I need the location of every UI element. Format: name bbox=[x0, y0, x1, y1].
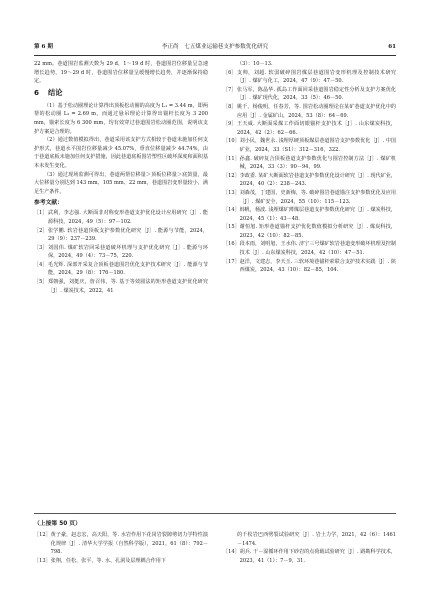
right-column bbox=[223, 60, 396, 275]
reference-item bbox=[223, 206, 396, 223]
reference-number: ［12］ bbox=[223, 172, 240, 179]
reference-number: ［11］ bbox=[223, 155, 240, 162]
section-divider bbox=[34, 513, 396, 514]
reference-item bbox=[34, 244, 208, 261]
reference-text: 韩帆，杨波. 浅埋煤矿薄煤层巷道支护参数优化研究［J］. 煤炭科技，2024，45（1）：43－48. bbox=[239, 207, 396, 222]
reference-item bbox=[223, 258, 396, 275]
reference-number: ［9］ bbox=[223, 121, 237, 128]
section-heading bbox=[34, 87, 208, 99]
reference-text: 王天威. 大断面采煤工作面切眼锚杆支护技术［J］. 山东煤炭科技，2024，42（2）：62－66. bbox=[237, 121, 396, 136]
reference-item bbox=[34, 261, 208, 278]
reference-number: ［13］ bbox=[223, 189, 240, 196]
reference-item bbox=[223, 172, 396, 189]
reference-number: ［8］ bbox=[223, 103, 237, 110]
bottom-right-column bbox=[223, 531, 396, 565]
reference-text: 毛光辉. 深部开采复合顶板巷道围岩优化支护技术研究［J］. 能源与节能，2024，29（8）：176－180. bbox=[48, 261, 208, 277]
running-title: 李正尚 七五煤业运输巷支护参数优化研究 bbox=[161, 44, 269, 50]
section-title: 结论 bbox=[48, 87, 63, 97]
reference-text: 武利，李志强. 大断面非对称变形巷道支护优化设计应用研究［J］. 能源科技，2024，49（5）：97－102. bbox=[48, 210, 208, 225]
reference-continuation-text: 的千枚岩巴西劈裂试验研究［J］. 岩土力学，2021，42（6）：1461－1474. bbox=[237, 532, 396, 547]
reference-continuation bbox=[223, 60, 396, 69]
reference-item bbox=[34, 227, 208, 244]
reference-number: ［14］ bbox=[223, 207, 240, 214]
header-rule bbox=[34, 55, 396, 56]
page-number: 61 bbox=[388, 44, 396, 50]
reference-number: ［13］ bbox=[34, 557, 51, 564]
reference-number: ［17］ bbox=[223, 258, 240, 265]
reference-text: 支帅，刘超. 软弱破碎围岩煤层巷道围岩变形机理及控制技术研究［J］. 煤矿与化工，2024，47（9）：47－50. bbox=[237, 69, 396, 85]
reference-number: ［1］ bbox=[34, 210, 48, 217]
reference-text: 张马军，陈晶华. 孤岛工作面回采巷道围岩稳定性分析及支护方案优化［J］. 煤矿现代化，2024，33（5）：46－50. bbox=[237, 86, 396, 102]
reference-text: 刘森茂，丁建国，史新梅，等. 破碎围岩巷道锚注支护参数优化及应用［J］. 煤矿安全，2024，55（10）：115－123. bbox=[239, 189, 396, 205]
reference-text: 刘小民，魏世永. 浅埋厚硬顶板煤层巷道围岩支护参数优化［J］. 中国矿业，2024，33（S1）：312－316，322. bbox=[239, 138, 396, 153]
conclusion-2: （2）通过数值模拟得出，巷道采用该支护方式相较于巷道未施加任何支护形式，巷道水平围岩位移量减少 45.07%，垂直位移量减少 44.74%，由于巷道底板未施加任何支护措施，因此巷道底板围岩塑性区破坏深度和面积基本未发生变化。 bbox=[34, 137, 208, 169]
reference-number: ［4］ bbox=[34, 261, 48, 268]
reference-number: ［12］ bbox=[34, 532, 51, 538]
reference-item bbox=[223, 120, 396, 137]
reference-continuation bbox=[223, 531, 396, 548]
reference-number: ［16］ bbox=[223, 241, 240, 248]
reference-text: 赵洋，文建志，李天玉. 三软环境巷锚杆索联合支护技术实践［J］. 陕西煤炭，2024，43（10）：82－85，104. bbox=[239, 258, 396, 274]
reference-item bbox=[223, 223, 396, 240]
continuation-heading: （上接第 50 页） bbox=[34, 521, 81, 527]
reference-number: ［14］ bbox=[223, 549, 240, 556]
reference-item bbox=[34, 557, 208, 566]
intro-paragraph: 22 mm。巷道围岩监测天数为 29 d，1～19 d 时，巷道围岩位移量呈急速增长趋势，19～29 d 时，巷道围岩位移量呈缓慢增长趋势，并逐渐保持稳定。 bbox=[34, 61, 208, 85]
reference-number: ［15］ bbox=[223, 224, 240, 231]
conclusion-3: （3）通过现场监测可得出，巷道两帮位移量＞顶板位移量＞底鼓量，最大位移量分别达到 143 mm、105 mm、22 mm，巷道围岩变形量较小，满足生产条件。 bbox=[34, 171, 208, 195]
reference-number: ［3］ bbox=[34, 244, 48, 251]
reference-number: ［10］ bbox=[223, 138, 240, 145]
reference-item bbox=[223, 103, 396, 120]
reference-text: 李政委. 某矿大断面软岩巷道支护参数优化设计研究［J］. 现代矿业，2024，40（2）：238－243. bbox=[239, 172, 396, 188]
reference-item bbox=[223, 86, 396, 103]
reference-number: ［7］ bbox=[223, 86, 237, 93]
reference-continuation-text: （3）：10－13. bbox=[237, 61, 273, 67]
conclusion-1: （1）基于松动圈理论计算得出顶板松动圈的高度为 L₁ = 3.44 m，即两帮的松动圈 L₂ = 2.69 m，而通过悬吊理论计算得出锚杆长度为 3 200 mm，锚索长度为 6 300 mm，均有效穿过巷道围岩松动圈范围，说明该支护方案是合理的。 bbox=[34, 102, 208, 135]
reference-number: ［5］ bbox=[34, 279, 48, 286]
reference-item bbox=[223, 155, 396, 172]
reference-text: 张学鹏. 软岩巷道顶板支护参数优化研究［J］. 能源与节能，2024，29（9）：237－239. bbox=[48, 227, 208, 243]
reference-text: 刘国伟. 煤矿软岩回采巷道破坏机理与支护优化研究［J］. 能源与环保，2024，49（4）：73－75，220. bbox=[48, 244, 208, 260]
left-column bbox=[34, 60, 208, 295]
reference-item bbox=[223, 189, 396, 206]
reference-number: ［2］ bbox=[34, 227, 48, 234]
reference-text: 姚千，杨俊明，任春芳，等. 围岩松动圈理论在某矿巷道支护优化中的应用［J］. 金属矿山，2024，53（8）：64－69. bbox=[237, 103, 396, 119]
reference-item bbox=[34, 531, 208, 557]
reference-text: 张翔，任松，张平，等. 水、孔洞及层理耦合作用下 bbox=[50, 557, 166, 564]
bottom-left-column bbox=[34, 531, 208, 565]
references-heading: 参考文献： bbox=[34, 200, 63, 207]
page-header bbox=[34, 41, 396, 53]
section-number: 6 bbox=[34, 87, 40, 97]
reference-text: 郑朝强，刘挺庆，詹召伟，等. 基于等效圆法的矩形巷道支护优化研究［J］. 煤炭技术，2022，41 bbox=[48, 279, 208, 294]
reference-number: ［6］ bbox=[223, 69, 237, 76]
reference-text: 孙鑫. 破碎复合顶板巷道支护参数优化与围岩控制方法［J］. 煤矿机械，2024，33（3）：90－94，99. bbox=[239, 155, 396, 171]
reference-item bbox=[223, 548, 396, 565]
reference-item bbox=[223, 69, 396, 86]
reference-item bbox=[34, 278, 208, 295]
reference-text: 胡兵. 干－湿循环作用下砂岩的点荷载试验研究［J］. 路勘科学技术，2023，41（1）：7－9，31. bbox=[239, 549, 396, 564]
issue-label: 第 6 期 bbox=[34, 44, 53, 50]
reference-text: 段本雨，刘明旭，王水伟. 济宁三号煤矿软岩巷道变形破坏机理及控制技术［J］. 山东煤炭科技，2024，42（10）：47－51. bbox=[239, 241, 396, 257]
reference-text: 黄子豪，赵志宏，高天阳，等. 水岩作用下花岗岩裂隙剪切力学特性演化规律［J］. 清华大学学报（自然科学版），2021，61（8）：792－798. bbox=[50, 532, 208, 556]
reference-item bbox=[223, 137, 396, 154]
reference-item bbox=[223, 240, 396, 257]
reference-item bbox=[34, 209, 208, 226]
reference-text: 谢恒旭. 矩形巷道锚杆支护优化数值模拟分析研究［J］. 煤炭科技，2023，42（10）：82－85. bbox=[239, 224, 396, 239]
